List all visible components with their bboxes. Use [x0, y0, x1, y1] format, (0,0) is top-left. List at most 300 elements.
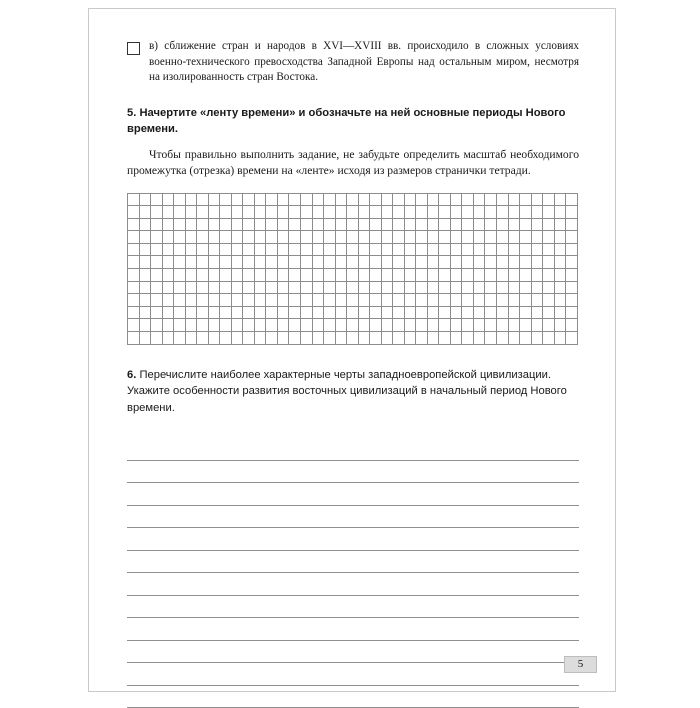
grid-cell[interactable]: [520, 193, 532, 206]
grid-cell[interactable]: [427, 281, 439, 294]
grid-cell[interactable]: [531, 193, 543, 206]
grid-cell[interactable]: [427, 294, 439, 307]
grid-cell[interactable]: [358, 281, 370, 294]
grid-cell[interactable]: [254, 319, 266, 332]
grid-cell[interactable]: [381, 231, 393, 244]
grid-cell[interactable]: [231, 231, 243, 244]
grid-cell[interactable]: [243, 281, 255, 294]
grid-cell[interactable]: [427, 218, 439, 231]
grid-cell[interactable]: [427, 319, 439, 332]
grid-cell[interactable]: [185, 281, 197, 294]
grid-cell[interactable]: [151, 218, 163, 231]
grid-cell[interactable]: [243, 193, 255, 206]
grid-cell[interactable]: [128, 319, 140, 332]
grid-cell[interactable]: [220, 306, 232, 319]
grid-cell[interactable]: [404, 231, 416, 244]
grid-cell[interactable]: [174, 332, 186, 345]
grid-cell[interactable]: [208, 256, 220, 269]
grid-cell[interactable]: [416, 281, 428, 294]
grid-cell[interactable]: [347, 206, 359, 219]
grid-cell[interactable]: [416, 218, 428, 231]
grid-cell[interactable]: [185, 218, 197, 231]
grid-cell[interactable]: [347, 306, 359, 319]
grid-cell[interactable]: [162, 306, 174, 319]
grid-cell[interactable]: [243, 206, 255, 219]
grid-cell[interactable]: [162, 193, 174, 206]
grid-cell[interactable]: [243, 319, 255, 332]
grid-cell[interactable]: [473, 306, 485, 319]
grid-cell[interactable]: [277, 306, 289, 319]
grid-cell[interactable]: [566, 269, 578, 282]
grid-cell[interactable]: [185, 243, 197, 256]
grid-cell[interactable]: [335, 281, 347, 294]
grid-cell[interactable]: [335, 256, 347, 269]
grid-cell[interactable]: [462, 319, 474, 332]
grid-cell[interactable]: [439, 306, 451, 319]
answer-line[interactable]: [127, 461, 579, 484]
grid-cell[interactable]: [381, 294, 393, 307]
grid-cell[interactable]: [347, 218, 359, 231]
grid-cell[interactable]: [174, 231, 186, 244]
grid-cell[interactable]: [335, 294, 347, 307]
grid-cell[interactable]: [497, 231, 509, 244]
grid-cell[interactable]: [243, 243, 255, 256]
grid-cell[interactable]: [174, 294, 186, 307]
grid-cell[interactable]: [543, 294, 555, 307]
grid-cell[interactable]: [520, 281, 532, 294]
grid-cell[interactable]: [139, 281, 151, 294]
grid-cell[interactable]: [381, 269, 393, 282]
grid-cell[interactable]: [208, 306, 220, 319]
grid-cell[interactable]: [427, 243, 439, 256]
grid-cell[interactable]: [231, 294, 243, 307]
grid-cell[interactable]: [485, 294, 497, 307]
grid-cell[interactable]: [254, 294, 266, 307]
grid-cell[interactable]: [450, 256, 462, 269]
grid-cell[interactable]: [508, 231, 520, 244]
grid-cell[interactable]: [220, 332, 232, 345]
grid-cell[interactable]: [300, 256, 312, 269]
grid-cell[interactable]: [231, 332, 243, 345]
grid-cell[interactable]: [139, 243, 151, 256]
grid-cell[interactable]: [554, 206, 566, 219]
grid-cell[interactable]: [450, 269, 462, 282]
grid-cell[interactable]: [231, 319, 243, 332]
grid-cell[interactable]: [324, 306, 336, 319]
grid-cell[interactable]: [531, 243, 543, 256]
grid-cell[interactable]: [277, 319, 289, 332]
grid-cell[interactable]: [566, 193, 578, 206]
grid-cell[interactable]: [208, 206, 220, 219]
grid-cell[interactable]: [450, 319, 462, 332]
grid-cell[interactable]: [473, 206, 485, 219]
grid-cell[interactable]: [497, 306, 509, 319]
grid-cell[interactable]: [324, 243, 336, 256]
grid-cell[interactable]: [462, 269, 474, 282]
grid-cell[interactable]: [439, 256, 451, 269]
grid-cell[interactable]: [162, 269, 174, 282]
grid-cell[interactable]: [324, 206, 336, 219]
grid-cell[interactable]: [358, 256, 370, 269]
grid-cell[interactable]: [531, 294, 543, 307]
grid-cell[interactable]: [289, 332, 301, 345]
grid-cell[interactable]: [277, 256, 289, 269]
grid-cell[interactable]: [370, 231, 382, 244]
grid-cell[interactable]: [497, 193, 509, 206]
grid-cell[interactable]: [139, 193, 151, 206]
grid-cell[interactable]: [254, 231, 266, 244]
grid-cell[interactable]: [254, 193, 266, 206]
grid-cell[interactable]: [185, 294, 197, 307]
grid-cell[interactable]: [197, 319, 209, 332]
grid-cell[interactable]: [543, 319, 555, 332]
grid-cell[interactable]: [151, 306, 163, 319]
grid-cell[interactable]: [254, 281, 266, 294]
grid-cell[interactable]: [393, 332, 405, 345]
grid-cell[interactable]: [300, 193, 312, 206]
grid-cell[interactable]: [254, 332, 266, 345]
grid-cell[interactable]: [485, 319, 497, 332]
grid-cell[interactable]: [300, 294, 312, 307]
grid-cell[interactable]: [174, 306, 186, 319]
grid-cell[interactable]: [427, 231, 439, 244]
answer-lines-area[interactable]: [127, 438, 579, 708]
grid-cell[interactable]: [197, 281, 209, 294]
grid-cell[interactable]: [151, 243, 163, 256]
grid-cell[interactable]: [231, 256, 243, 269]
grid-cell[interactable]: [485, 206, 497, 219]
grid-cell[interactable]: [370, 193, 382, 206]
grid-cell[interactable]: [543, 281, 555, 294]
grid-cell[interactable]: [139, 218, 151, 231]
grid-cell[interactable]: [439, 269, 451, 282]
grid-cell[interactable]: [162, 332, 174, 345]
grid-cell[interactable]: [462, 218, 474, 231]
grid-cell[interactable]: [566, 294, 578, 307]
grid-cell[interactable]: [277, 218, 289, 231]
grid-cell[interactable]: [404, 269, 416, 282]
grid-cell[interactable]: [300, 281, 312, 294]
grid-cell[interactable]: [381, 243, 393, 256]
grid-cell[interactable]: [151, 206, 163, 219]
grid-cell[interactable]: [485, 332, 497, 345]
grid-cell[interactable]: [335, 193, 347, 206]
grid-cell[interactable]: [566, 218, 578, 231]
grid-cell[interactable]: [324, 218, 336, 231]
grid-cell[interactable]: [347, 193, 359, 206]
grid-cell[interactable]: [381, 319, 393, 332]
grid-cell[interactable]: [473, 281, 485, 294]
grid-cell[interactable]: [381, 306, 393, 319]
grid-cell[interactable]: [416, 332, 428, 345]
grid-cell[interactable]: [128, 218, 140, 231]
grid-cell[interactable]: [462, 256, 474, 269]
grid-cell[interactable]: [312, 294, 324, 307]
answer-line[interactable]: [127, 551, 579, 574]
grid-cell[interactable]: [174, 269, 186, 282]
grid-cell[interactable]: [404, 218, 416, 231]
answer-line[interactable]: [127, 618, 579, 641]
grid-cell[interactable]: [393, 319, 405, 332]
grid-cell[interactable]: [324, 269, 336, 282]
grid-cell[interactable]: [174, 281, 186, 294]
grid-cell[interactable]: [497, 206, 509, 219]
answer-line[interactable]: [127, 528, 579, 551]
answer-line[interactable]: [127, 663, 579, 686]
grid-cell[interactable]: [554, 218, 566, 231]
grid-cell[interactable]: [220, 193, 232, 206]
grid-cell[interactable]: [254, 218, 266, 231]
grid-cell[interactable]: [220, 206, 232, 219]
grid-cell[interactable]: [266, 243, 278, 256]
grid-cell[interactable]: [473, 319, 485, 332]
grid-cell[interactable]: [139, 206, 151, 219]
grid-cell[interactable]: [450, 332, 462, 345]
grid-cell[interactable]: [277, 231, 289, 244]
grid-cell[interactable]: [335, 206, 347, 219]
answer-line[interactable]: [127, 438, 579, 461]
grid-cell[interactable]: [162, 206, 174, 219]
grid-cell[interactable]: [312, 332, 324, 345]
grid-cell[interactable]: [393, 294, 405, 307]
grid-cell[interactable]: [289, 218, 301, 231]
grid-cell[interactable]: [450, 193, 462, 206]
grid-cell[interactable]: [404, 306, 416, 319]
grid-cell[interactable]: [393, 193, 405, 206]
grid-cell[interactable]: [289, 319, 301, 332]
grid-cell[interactable]: [289, 243, 301, 256]
grid-cell[interactable]: [543, 206, 555, 219]
grid-cell[interactable]: [531, 231, 543, 244]
grid-cell[interactable]: [427, 332, 439, 345]
grid-cell[interactable]: [312, 206, 324, 219]
grid-cell[interactable]: [266, 332, 278, 345]
grid-cell[interactable]: [358, 332, 370, 345]
grid-cell[interactable]: [416, 306, 428, 319]
grid-cell[interactable]: [543, 269, 555, 282]
grid-cell[interactable]: [450, 243, 462, 256]
grid-cell[interactable]: [497, 319, 509, 332]
grid-cell[interactable]: [300, 218, 312, 231]
grid-cell[interactable]: [266, 231, 278, 244]
grid-cell[interactable]: [497, 281, 509, 294]
grid-cell[interactable]: [289, 193, 301, 206]
grid-cell[interactable]: [208, 319, 220, 332]
grid-cell[interactable]: [370, 243, 382, 256]
grid-cell[interactable]: [427, 206, 439, 219]
grid-cell[interactable]: [197, 218, 209, 231]
grid-cell[interactable]: [208, 243, 220, 256]
grid-cell[interactable]: [485, 281, 497, 294]
grid-cell[interactable]: [370, 306, 382, 319]
grid-cell[interactable]: [266, 206, 278, 219]
grid-cell[interactable]: [243, 218, 255, 231]
answer-line[interactable]: [127, 596, 579, 619]
grid-cell[interactable]: [416, 206, 428, 219]
grid-cell[interactable]: [139, 256, 151, 269]
grid-cell[interactable]: [128, 193, 140, 206]
grid-cell[interactable]: [450, 206, 462, 219]
grid-cell[interactable]: [289, 269, 301, 282]
grid-cell[interactable]: [347, 231, 359, 244]
grid-cell[interactable]: [370, 319, 382, 332]
grid-cell[interactable]: [416, 294, 428, 307]
grid-cell[interactable]: [162, 319, 174, 332]
grid-cell[interactable]: [566, 256, 578, 269]
grid-cell[interactable]: [289, 206, 301, 219]
grid-cell[interactable]: [277, 206, 289, 219]
checkbox-icon[interactable]: [127, 42, 140, 55]
grid-cell[interactable]: [139, 269, 151, 282]
grid-cell[interactable]: [531, 256, 543, 269]
grid-cell[interactable]: [300, 306, 312, 319]
grid-cell[interactable]: [220, 256, 232, 269]
grid-cell[interactable]: [543, 306, 555, 319]
grid-cell[interactable]: [531, 218, 543, 231]
grid-cell[interactable]: [151, 294, 163, 307]
grid-cell[interactable]: [473, 243, 485, 256]
grid-cell[interactable]: [520, 294, 532, 307]
grid-cell[interactable]: [473, 193, 485, 206]
grid-cell[interactable]: [404, 256, 416, 269]
grid-cell[interactable]: [174, 319, 186, 332]
grid-cell[interactable]: [151, 231, 163, 244]
grid-cell[interactable]: [335, 231, 347, 244]
grid-cell[interactable]: [128, 231, 140, 244]
grid-cell[interactable]: [381, 218, 393, 231]
grid-cell[interactable]: [254, 269, 266, 282]
grid-cell[interactable]: [462, 306, 474, 319]
grid-cell[interactable]: [427, 306, 439, 319]
grid-cell[interactable]: [128, 269, 140, 282]
grid-cell[interactable]: [289, 306, 301, 319]
grid-cell[interactable]: [531, 332, 543, 345]
grid-cell[interactable]: [300, 332, 312, 345]
grid-cell[interactable]: [277, 243, 289, 256]
grid-cell[interactable]: [151, 193, 163, 206]
grid-cell[interactable]: [358, 319, 370, 332]
grid-cell[interactable]: [554, 269, 566, 282]
grid-cell[interactable]: [139, 306, 151, 319]
grid-cell[interactable]: [531, 319, 543, 332]
grid-cell[interactable]: [162, 294, 174, 307]
grid-cell[interactable]: [335, 269, 347, 282]
grid-cell[interactable]: [266, 218, 278, 231]
grid-cell[interactable]: [243, 269, 255, 282]
grid-cell[interactable]: [312, 218, 324, 231]
grid-cell[interactable]: [531, 306, 543, 319]
grid-cell[interactable]: [473, 256, 485, 269]
grid-cell[interactable]: [312, 306, 324, 319]
grid-cell[interactable]: [347, 332, 359, 345]
grid-cell[interactable]: [197, 193, 209, 206]
grid-cell[interactable]: [485, 231, 497, 244]
grid-cell[interactable]: [277, 193, 289, 206]
grid-cell[interactable]: [185, 256, 197, 269]
grid-cell[interactable]: [381, 256, 393, 269]
grid-cell[interactable]: [462, 281, 474, 294]
grid-cell[interactable]: [439, 332, 451, 345]
grid-cell[interactable]: [335, 243, 347, 256]
grid-cell[interactable]: [220, 281, 232, 294]
grid-cell[interactable]: [554, 319, 566, 332]
grid-cell[interactable]: [450, 231, 462, 244]
grid-cell[interactable]: [520, 319, 532, 332]
grid-cell[interactable]: [243, 332, 255, 345]
grid-cell[interactable]: [139, 294, 151, 307]
grid-cell[interactable]: [312, 256, 324, 269]
grid-cell[interactable]: [208, 218, 220, 231]
grid-cell[interactable]: [566, 332, 578, 345]
grid-cell[interactable]: [162, 231, 174, 244]
grid-cell[interactable]: [416, 243, 428, 256]
grid-cell[interactable]: [531, 269, 543, 282]
grid-cell[interactable]: [139, 332, 151, 345]
grid-cell[interactable]: [520, 256, 532, 269]
grid-cell[interactable]: [358, 306, 370, 319]
grid-cell[interactable]: [497, 243, 509, 256]
grid-cell[interactable]: [128, 243, 140, 256]
grid-cell[interactable]: [254, 206, 266, 219]
grid-cell[interactable]: [324, 231, 336, 244]
grid-cell[interactable]: [128, 294, 140, 307]
grid-cell[interactable]: [554, 281, 566, 294]
grid-cell[interactable]: [335, 319, 347, 332]
grid-cell[interactable]: [485, 193, 497, 206]
grid-cell[interactable]: [404, 206, 416, 219]
grid-cell[interactable]: [554, 306, 566, 319]
grid-cell[interactable]: [543, 332, 555, 345]
grid-cell[interactable]: [462, 294, 474, 307]
grid-cell[interactable]: [220, 319, 232, 332]
grid-cell[interactable]: [300, 206, 312, 219]
grid-cell[interactable]: [393, 281, 405, 294]
grid-cell[interactable]: [324, 193, 336, 206]
grid-cell[interactable]: [543, 193, 555, 206]
grid-cell[interactable]: [473, 269, 485, 282]
grid-cell[interactable]: [543, 218, 555, 231]
grid-cell[interactable]: [508, 243, 520, 256]
grid-cell[interactable]: [520, 332, 532, 345]
grid-cell[interactable]: [312, 319, 324, 332]
grid-cell[interactable]: [197, 294, 209, 307]
grid-cell[interactable]: [508, 306, 520, 319]
grid-cell[interactable]: [554, 231, 566, 244]
grid-cell[interactable]: [139, 231, 151, 244]
grid-cell[interactable]: [347, 294, 359, 307]
grid-cell[interactable]: [404, 319, 416, 332]
grid-cell[interactable]: [497, 256, 509, 269]
grid-cell[interactable]: [151, 256, 163, 269]
grid-cell[interactable]: [566, 243, 578, 256]
grid-cell[interactable]: [208, 231, 220, 244]
grid-cell[interactable]: [254, 256, 266, 269]
grid-cell[interactable]: [473, 218, 485, 231]
grid-cell[interactable]: [174, 218, 186, 231]
grid-cell[interactable]: [174, 206, 186, 219]
grid-cell[interactable]: [185, 319, 197, 332]
grid-cell[interactable]: [197, 306, 209, 319]
answer-line[interactable]: [127, 506, 579, 529]
grid-cell[interactable]: [497, 269, 509, 282]
grid-cell[interactable]: [358, 294, 370, 307]
grid-cell[interactable]: [128, 332, 140, 345]
grid-cell[interactable]: [266, 193, 278, 206]
grid-cell[interactable]: [508, 281, 520, 294]
answer-line[interactable]: [127, 573, 579, 596]
grid-cell[interactable]: [220, 218, 232, 231]
grid-cell[interactable]: [427, 193, 439, 206]
